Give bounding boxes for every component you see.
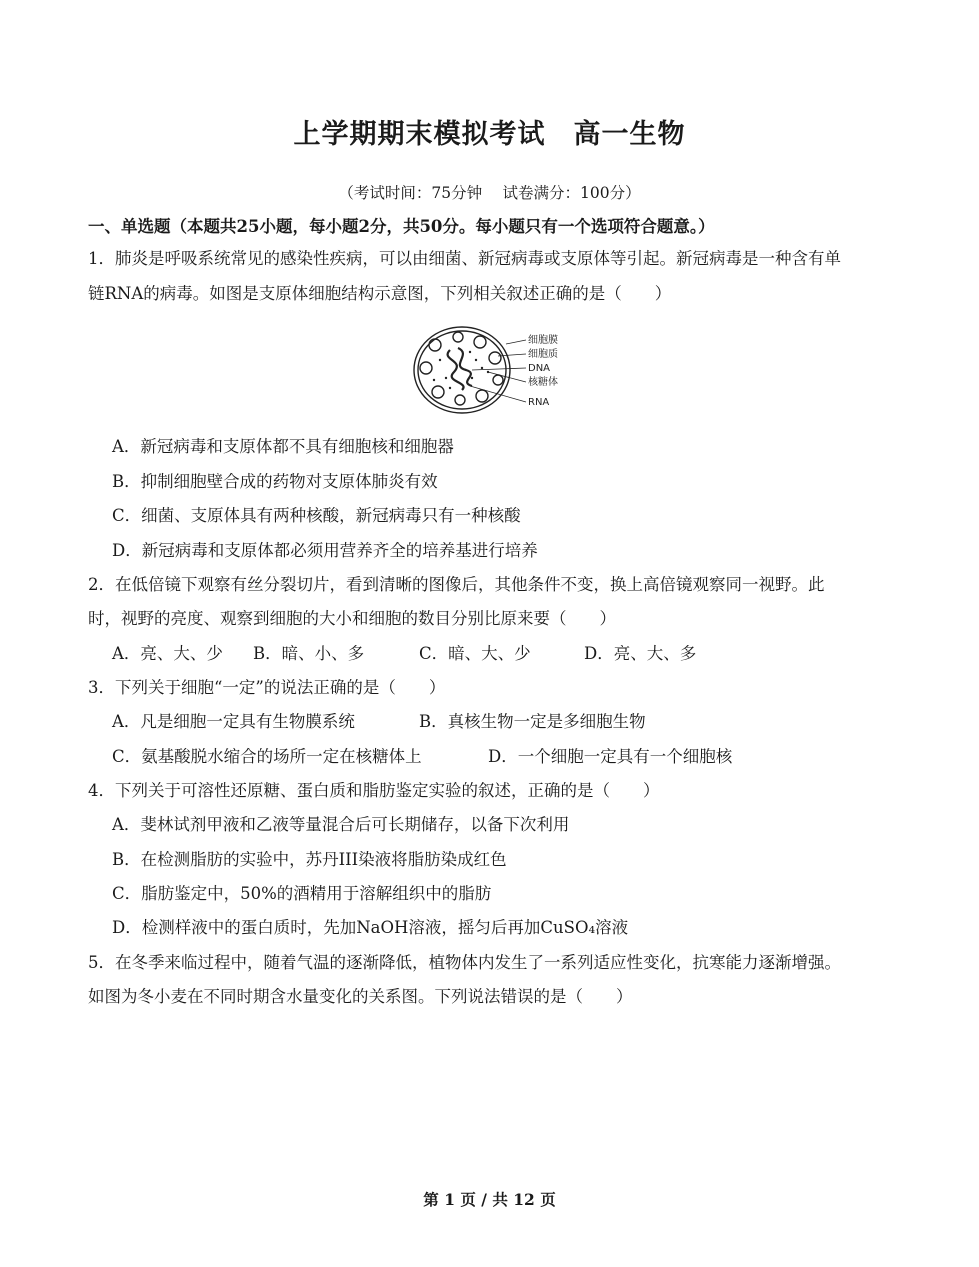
mycoplasma-cell-diagram — [410, 320, 570, 420]
question-3-option-c: C．氨基酸脱水缩合的场所一定在核糖体上 — [112, 747, 422, 766]
question-5-text-line-2: 如图为冬小麦在不同时期含水量变化的关系图。下列说法错误的是（ ） — [88, 987, 633, 1006]
question-2-text-line-2: 时，视野的亮度、观察到细胞的大小和细胞的数目分别比原来要（ ） — [88, 609, 616, 628]
question-1-option-a: A．新冠病毒和支原体都不具有细胞核和细胞器 — [112, 437, 454, 456]
page-number: 第 1 页 / 共 12 页 — [423, 1190, 556, 1209]
label-ribosome: 核糖体 — [528, 377, 558, 388]
question-3-text: 3．下列关于细胞“一定”的说法正确的是（ ） — [88, 678, 446, 697]
question-2-option-c: C．暗、大、少 — [419, 644, 531, 663]
question-1-option-b: B．抑制细胞壁合成的药物对支原体肺炎有效 — [112, 472, 438, 491]
question-2-option-a: A．亮、大、少 — [112, 644, 223, 663]
question-3-option-d: D．一个细胞一定具有一个细胞核 — [488, 747, 733, 766]
question-2-option-b: B．暗、小、多 — [253, 644, 365, 663]
question-4-option-d: D．检测样液中的蛋白质时，先加NaOH溶液，摇匀后再加CuSO₄溶液 — [112, 918, 629, 937]
question-2-text-line-1: 2．在低倍镜下观察有丝分裂切片，看到清晰的图像后，其他条件不变，换上高倍镜观察同一视野。此 — [88, 575, 825, 594]
section-heading: 一、单选题（本题共25小题，每小题2分，共50分。每小题只有一个选项符合题意。） — [88, 217, 715, 236]
dna-strand — [448, 348, 472, 390]
question-3-option-b: B．真核生物一定是多细胞生物 — [419, 712, 646, 731]
question-4-text: 4．下列关于可溶性还原糖、蛋白质和脂肪鉴定实验的叙述，正确的是（ ） — [88, 781, 660, 800]
question-4-option-c: C．脂肪鉴定中，50%的酒精用于溶解组织中的脂肪 — [112, 884, 492, 903]
question-1-option-d: D．新冠病毒和支原体都必须用营养齐全的培养基进行培养 — [112, 541, 538, 560]
label-rna: RNA — [528, 397, 550, 408]
label-dna: DNA — [528, 363, 551, 374]
question-3-option-a: A．凡是细胞一定具有生物膜系统 — [112, 712, 355, 731]
label-cytoplasm: 细胞质 — [528, 349, 558, 360]
exam-info: （考试时间：75分钟 试卷满分：100分） — [338, 184, 641, 202]
question-1-text-line-1: 1．肺炎是呼吸系统常见的感染性疾病，可以由细菌、新冠病毒或支原体等引起。新冠病毒是一种含有单 — [88, 249, 841, 268]
question-2-option-d: D．亮、大、多 — [584, 644, 697, 663]
label-cell-membrane: 细胞膜 — [528, 335, 558, 346]
question-4-option-b: B．在检测脂肪的实验中，苏丹III染液将脂肪染成红色 — [112, 850, 507, 869]
question-1-text-line-2: 链RNA的病毒。如图是支原体细胞结构示意图，下列相关叙述正确的是（ ） — [88, 284, 672, 303]
question-5-text-line-1: 5．在冬季来临过程中，随着气温的逐渐降低，植物体内发生了一系列适应性变化，抗寒能力逐渐增强。 — [88, 953, 841, 972]
page-title: 上学期期末模拟考试 高一生物 — [293, 119, 686, 150]
question-1-option-c: C．细菌、支原体具有两种核酸，新冠病毒只有一种核酸 — [112, 506, 521, 525]
question-4-option-a: A．斐林试剂甲液和乙液等量混合后可长期储存，以备下次利用 — [112, 815, 570, 834]
